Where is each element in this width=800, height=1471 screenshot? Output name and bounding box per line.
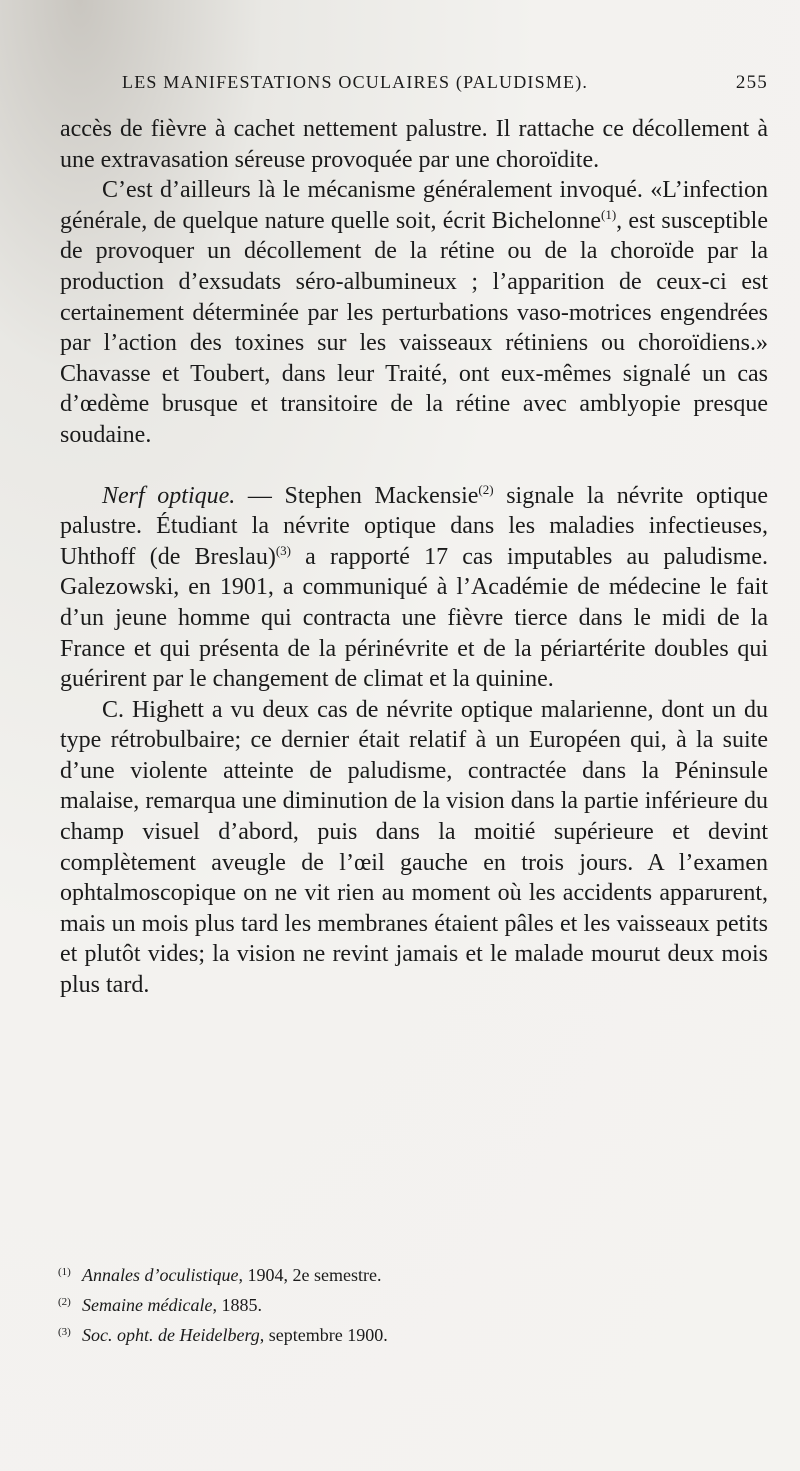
footnote [58, 1322, 766, 1352]
section-lead: Nerf optique. [102, 482, 236, 509]
paragraph-text: C’est d’ailleurs là le mécanisme généralement invoqué. «L’infection générale, de quelque nature quelle soit, écrit Bichelonne [60, 177, 768, 234]
footnotes [58, 1262, 766, 1352]
footnote-detail: , 1885. [212, 1295, 262, 1315]
footnote [58, 1292, 766, 1322]
footnote-detail: , septembre 1900. [259, 1325, 388, 1345]
paragraph-text: — Stephen Mackensie [235, 482, 479, 509]
footnote [58, 1262, 766, 1292]
paragraph [60, 481, 768, 695]
footnote-mark: (2) [58, 1296, 71, 1308]
body-text [60, 114, 768, 1001]
footnote-source: Soc. opht. de Heidelberg [82, 1325, 260, 1345]
footnote-ref: (1) [600, 206, 617, 222]
paragraph [60, 695, 768, 1001]
footnote-ref: (3) [275, 542, 291, 558]
footnote-mark: (1) [58, 1266, 71, 1278]
footnote-ref: (2) [478, 481, 494, 497]
footnote-source: Annales d’oculistique [82, 1265, 239, 1285]
paragraph [60, 114, 768, 175]
paragraph-text: , est susceptible de provoquer un décollement de la rétine ou de la choroïde par la production d’exsudats séro-albumineux ; l’apparition de ceux-ci est certainement déterminée par les perturbations vaso-motrices engendrées par l’action des toxines sur les vaisseaux rétiniens ou choroïdiens.» Chavasse et Toubert, dans leur Traité, ont eux-mêmes signalé un cas d’œdème brusque et transitoire de la rétine avec amblyopie presque soudaine. [60, 207, 768, 448]
page-number: 255 [735, 72, 768, 93]
paragraph [60, 175, 768, 450]
paragraph-text: C. Highett a vu deux cas de névrite optique malarienne, dont un du type rétrobulbaire; ce dernier était relatif à un Européen qui, à la suite d’une violente atteinte de paludisme, contractée dans la Péninsule malaise, remarqua une diminution de la vision dans la partie inférieure du champ visuel d’abord, puis dans la moitié supérieure et devint complètement aveugle de l’œil gauche en trois jours. A l’examen ophtalmoscopique on ne vit rien au moment où les accidents apparurent, mais un mois plus tard les membranes étaient pâles et les vaisseaux petits et plutôt vides; la vision ne revint jamais et le malade mourut deux mois plus tard. [60, 696, 768, 999]
paragraph-text: a rapporté 17 cas imputables au paludisme. Galezowski, en 1901, a communiqué à l’Académie de médecine le fait d’un jeune homme qui contracta une fièvre tierce dans le midi de la France et qui présenta de la périnévrite et de la périartérite doubles qui guérirent par le changement de climat et la quinine. [60, 543, 769, 693]
footnote-mark: (3) [58, 1326, 71, 1338]
running-title: LES MANIFESTATIONS OCULAIRES (PALUDISME). [122, 72, 589, 92]
section-gap [60, 451, 768, 481]
footnote-detail: , 1904, 2e semestre. [238, 1265, 382, 1285]
paragraph-text: accès de fièvre à cachet nettement palustre. Il rattache ce décollement à une extravasation séreuse provoquée par une choroïdite. [60, 116, 768, 173]
paragraph-text: signale la névrite optique palustre. Étudiant la névrite optique dans les maladies infectieuses, Uhthoff (de Breslau) [60, 482, 768, 570]
footnote-source: Semaine médicale [82, 1295, 213, 1315]
